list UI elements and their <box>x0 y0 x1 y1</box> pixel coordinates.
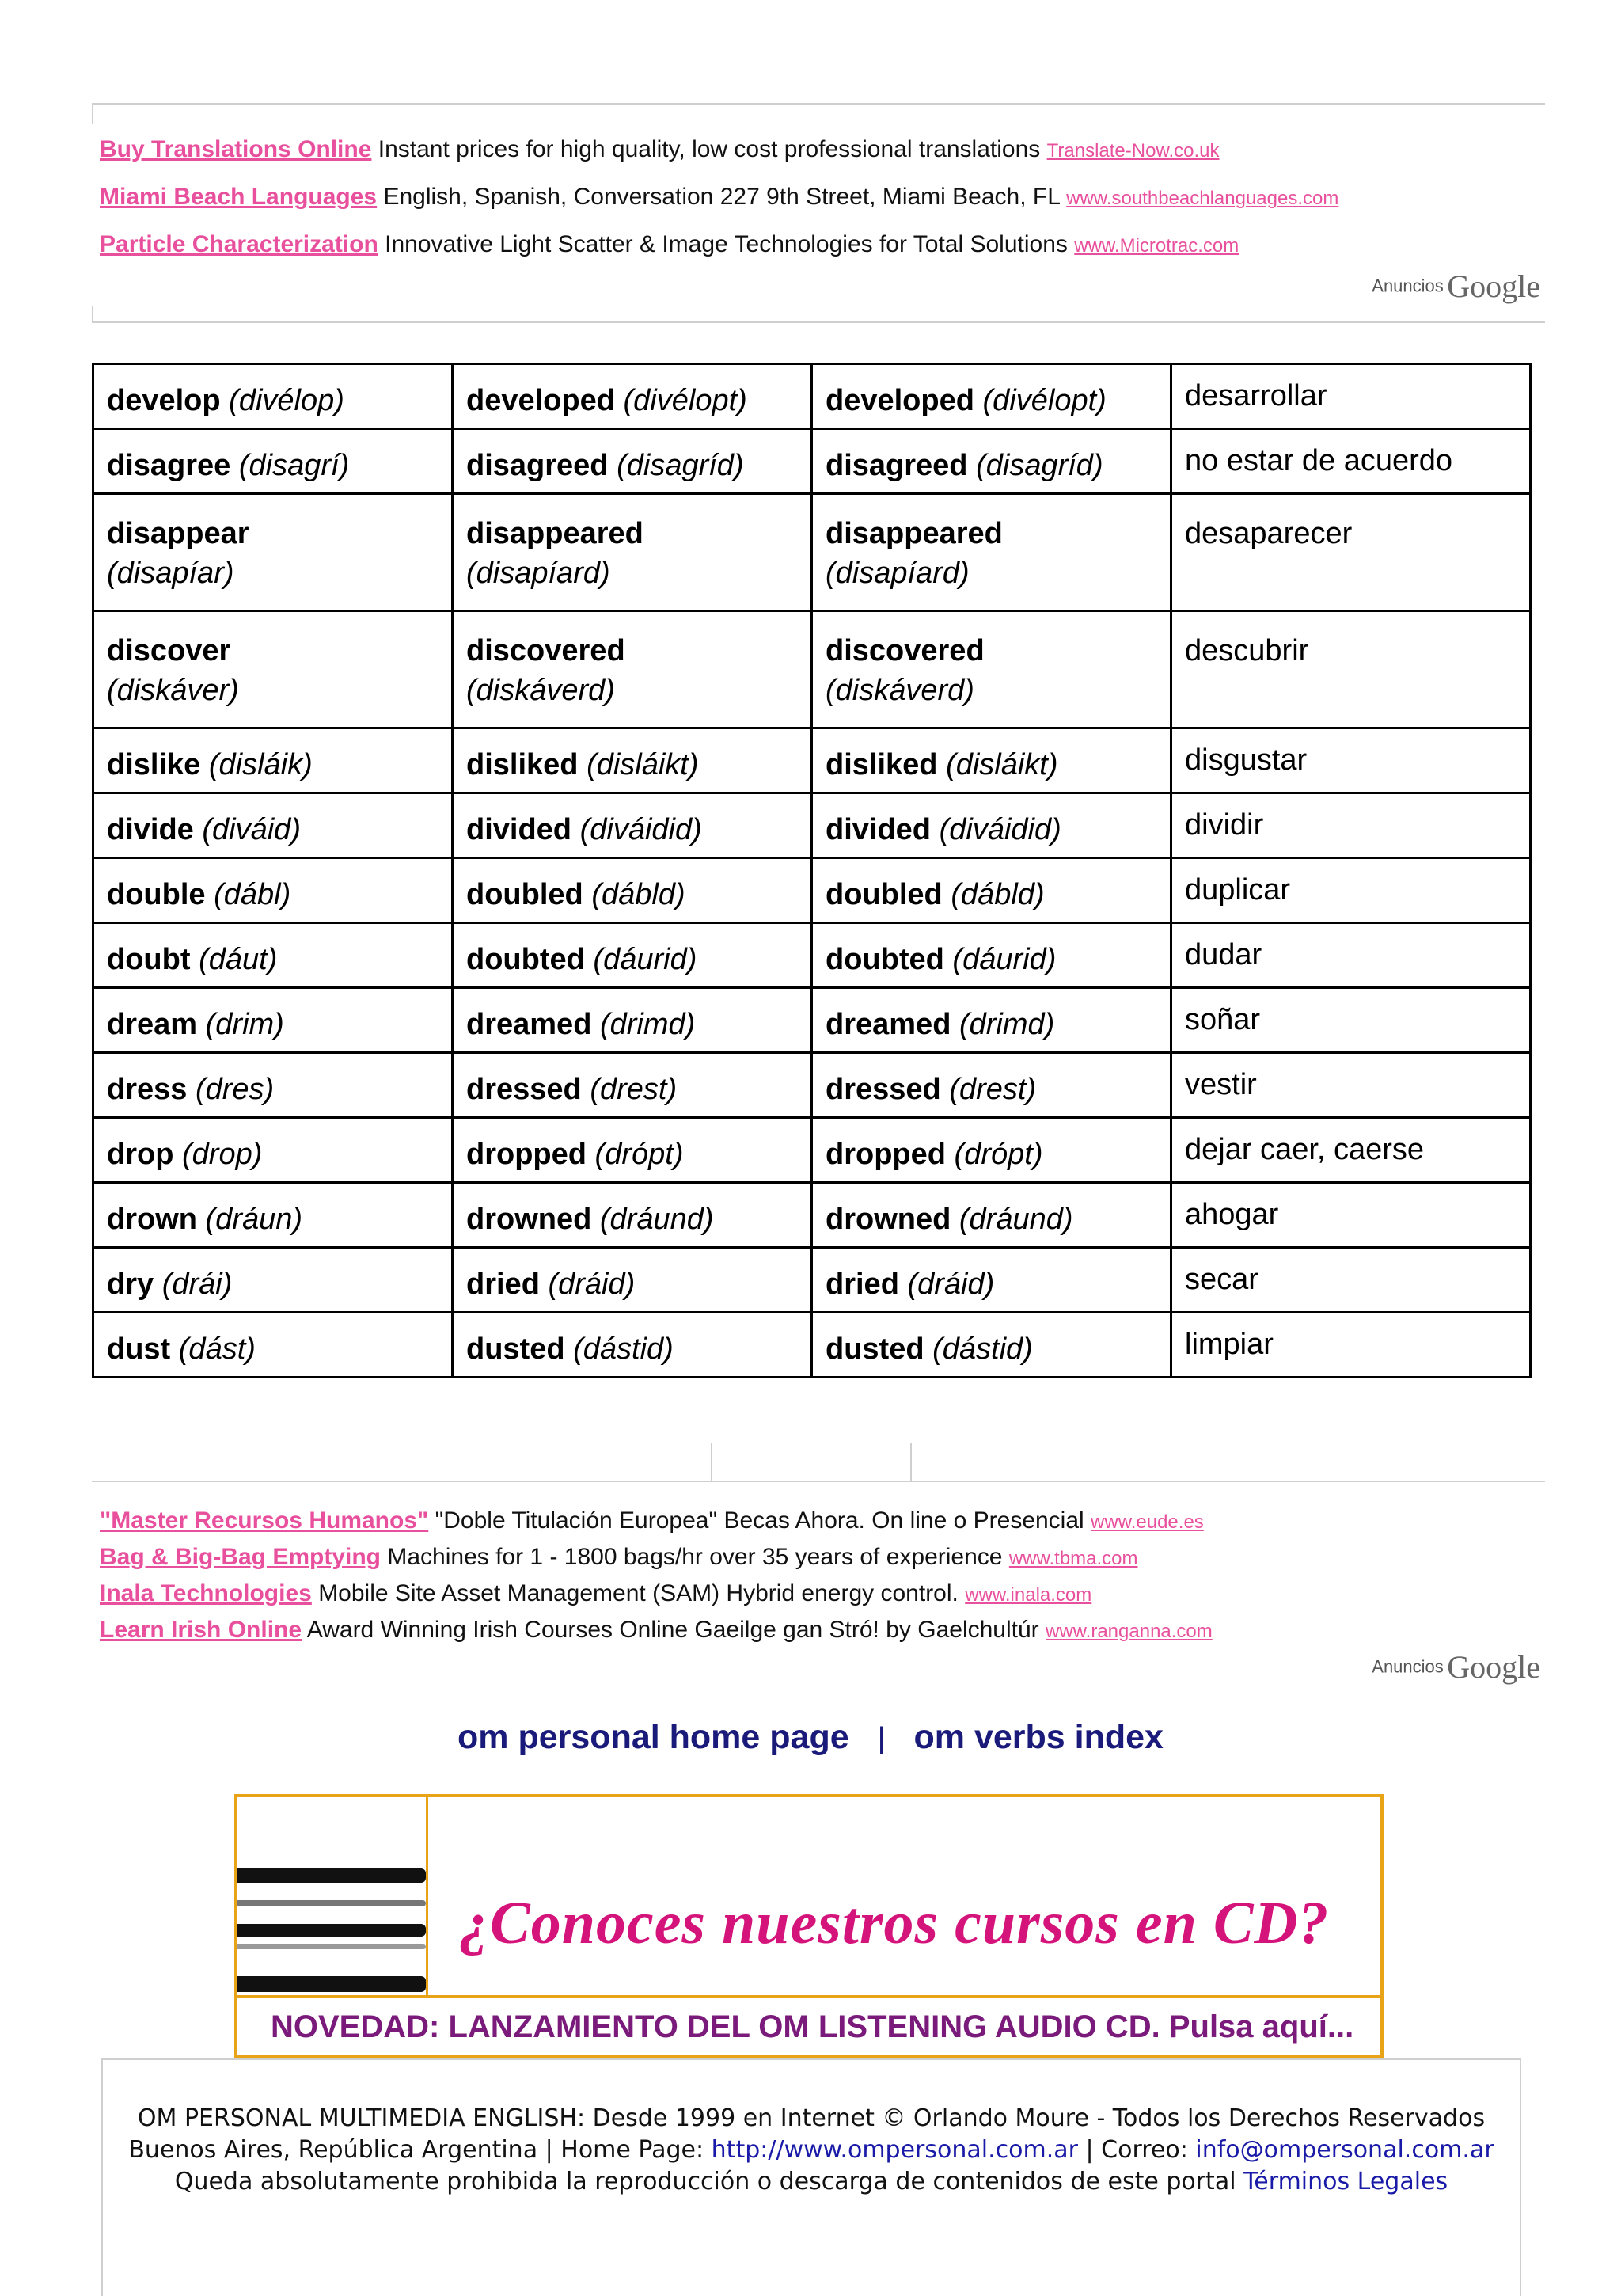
participle-form-pronunciation: (dráund) <box>959 1203 1073 1236</box>
verb-row <box>93 1053 1531 1118</box>
ad-url-link[interactable]: www.ranganna.com <box>1046 1621 1213 1642</box>
past-form-word: developed <box>466 384 615 417</box>
spanish-translation-cell: disgustar <box>1171 728 1531 793</box>
base-form-cell <box>93 364 453 429</box>
participle-form-word: disappeared <box>826 517 1003 550</box>
ad-description: Innovative Light Scatter & Image Technologies for Total Solutions <box>385 231 1068 257</box>
spanish-translation-cell: dividir <box>1171 793 1531 858</box>
spanish-translation-cell: dudar <box>1171 923 1531 988</box>
legal-text: Queda absolutamente prohibida la reproducción o descarga de contenidos de este portal <box>174 2168 1244 2195</box>
ad-item <box>100 231 1239 258</box>
ad-title-link[interactable]: Buy Translations Online <box>100 136 372 162</box>
participle-form-pronunciation: (drest) <box>949 1073 1037 1106</box>
cd-stripe <box>237 1868 426 1883</box>
verb-row <box>93 1313 1531 1378</box>
past-form-pronunciation: (dáurid) <box>593 943 697 976</box>
ad-title-link[interactable]: Inala Technologies <box>100 1580 312 1606</box>
base-form-cell <box>93 429 453 494</box>
past-form-word: dusted <box>466 1332 565 1366</box>
participle-form-cell <box>812 1053 1171 1118</box>
past-form-pronunciation: (dástid) <box>573 1332 674 1366</box>
participle-form-cell <box>812 728 1171 793</box>
ad-item <box>100 136 1220 163</box>
ads-border <box>92 105 93 124</box>
past-form-cell <box>453 1118 812 1183</box>
past-form-word: doubled <box>466 878 583 911</box>
base-form-pronunciation: (drim) <box>205 1008 284 1041</box>
base-form-word: doubt <box>107 943 191 976</box>
past-form-word: dropped <box>466 1138 587 1171</box>
past-form-cell <box>453 1248 812 1313</box>
participle-form-cell <box>812 429 1171 494</box>
home-url-link[interactable]: http://www.ompersonal.com.ar <box>711 2136 1078 2164</box>
participle-form-word: doubled <box>826 878 943 911</box>
terms-link[interactable]: Términos Legales <box>1243 2168 1448 2195</box>
past-form-pronunciation: (disapíard) <box>466 557 610 590</box>
past-form-word: divided <box>466 813 572 846</box>
ad-description: Instant prices for high quality, low cost professional translations <box>378 136 1041 162</box>
participle-form-cell <box>812 1313 1171 1378</box>
ad-item <box>100 1544 1138 1571</box>
banner-headline[interactable]: ¿Conoces nuestros cursos en CD? <box>459 1890 1330 1956</box>
past-form-word: drowned <box>466 1203 592 1236</box>
past-form-word: doubted <box>466 943 585 976</box>
past-form-word: dried <box>466 1268 540 1301</box>
base-form-pronunciation: (disapíar) <box>107 557 234 590</box>
ads-border <box>92 306 93 323</box>
base-form-pronunciation: (drái) <box>161 1268 233 1301</box>
page-footer <box>101 2058 1521 2296</box>
past-form-word: dressed <box>466 1073 582 1106</box>
verb-row <box>93 793 1531 858</box>
copyright-line: OM PERSONAL MULTIMEDIA ENGLISH: Desde 1999 en Internet © Orlando Moure - Todos los Derechos Reservados <box>137 2104 1486 2132</box>
participle-form-cell <box>812 858 1171 923</box>
base-form-pronunciation: (disláik) <box>208 748 313 781</box>
participle-form-cell <box>812 364 1171 429</box>
past-form-pronunciation: (drimd) <box>599 1008 696 1041</box>
participle-form-pronunciation: (dráid) <box>907 1268 995 1301</box>
base-form-word: double <box>107 878 206 911</box>
past-form-cell <box>453 1313 812 1378</box>
spanish-translation-cell: dejar caer, caerse <box>1171 1118 1531 1183</box>
base-form-cell <box>93 1313 453 1378</box>
base-form-pronunciation: (dráun) <box>205 1203 303 1236</box>
base-form-word: disagree <box>107 449 231 482</box>
verb-row <box>93 728 1531 793</box>
base-form-word: develop <box>107 384 221 417</box>
ad-url-link[interactable]: www.eude.es <box>1091 1511 1204 1533</box>
ad-url-link[interactable]: www.southbeachlanguages.com <box>1066 188 1339 209</box>
participle-form-cell <box>812 988 1171 1053</box>
past-form-word: disliked <box>466 748 579 781</box>
base-form-word: dream <box>107 1008 198 1041</box>
cd-stripe <box>237 1900 426 1906</box>
participle-form-pronunciation: (disláikt) <box>946 748 1058 781</box>
participle-form-word: dressed <box>826 1073 941 1106</box>
participle-form-word: doubted <box>826 943 944 976</box>
base-form-cell <box>93 728 453 793</box>
ad-title-link[interactable]: Particle Characterization <box>100 231 378 257</box>
participle-form-pronunciation: (drópt) <box>954 1138 1043 1171</box>
participle-form-word: dreamed <box>826 1008 951 1041</box>
divider <box>910 1443 912 1481</box>
ad-description: English, Spanish, Conversation 227 9th Street, Miami Beach, FL <box>383 184 1060 210</box>
legal-line <box>103 2168 1520 2195</box>
ad-description: "Doble Titulación Europea" Becas Ahora. On line o Presencial <box>435 1507 1084 1534</box>
verb-row <box>93 364 1531 429</box>
location-text: Buenos Aires, República Argentina | Home Page: <box>128 2136 712 2164</box>
past-form-pronunciation: (dráid) <box>548 1268 636 1301</box>
base-form-pronunciation: (divélop) <box>229 384 344 417</box>
participle-form-pronunciation: (diváidid) <box>939 813 1061 846</box>
participle-form-pronunciation: (dábld) <box>951 878 1045 911</box>
base-form-word: divide <box>107 813 194 846</box>
base-form-cell <box>93 1248 453 1313</box>
novedad-link[interactable]: NOVEDAD: LANZAMIENTO DEL OM LISTENING AUDIO CD. Pulsa aquí... <box>271 2009 1354 2044</box>
base-form-word: dislike <box>107 748 201 781</box>
participle-form-word: developed <box>826 384 974 417</box>
base-form-pronunciation: (diskáver) <box>107 674 239 707</box>
email-link[interactable]: info@ompersonal.com.ar <box>1195 2136 1494 2164</box>
verb-row <box>93 1183 1531 1248</box>
past-form-pronunciation: (diváidid) <box>579 813 702 846</box>
base-form-pronunciation: (drop) <box>182 1138 263 1171</box>
past-form-pronunciation: (dráund) <box>599 1203 714 1236</box>
verb-row <box>93 429 1531 494</box>
participle-form-word: divided <box>826 813 932 846</box>
ad-title-link[interactable]: Learn Irish Online <box>100 1617 302 1643</box>
cd-stripe <box>237 1924 426 1937</box>
spanish-translation-cell: limpiar <box>1171 1313 1531 1378</box>
participle-form-pronunciation: (dáurid) <box>952 943 1057 976</box>
verb-row <box>93 494 1531 611</box>
verbs-table <box>92 363 1532 1378</box>
verb-row <box>93 1118 1531 1183</box>
base-form-cell <box>93 1183 453 1248</box>
past-form-pronunciation: (diskáverd) <box>466 674 615 707</box>
cd-image <box>237 1797 428 1995</box>
verb-row <box>93 611 1531 728</box>
past-form-word: discovered <box>466 634 625 667</box>
participle-form-word: disagreed <box>826 449 968 482</box>
ads-border <box>92 321 1545 323</box>
base-form-pronunciation: (dres) <box>195 1073 275 1106</box>
past-form-cell <box>453 988 812 1053</box>
participle-form-cell <box>812 793 1171 858</box>
past-form-word: disappeared <box>466 517 643 550</box>
verb-row <box>93 923 1531 988</box>
base-form-word: drown <box>107 1203 197 1236</box>
verb-row <box>93 858 1531 923</box>
ads-label: Anuncios <box>1372 1656 1444 1677</box>
ad-url-link[interactable]: www.tbma.com <box>1008 1548 1138 1569</box>
past-form-word: dreamed <box>466 1008 592 1041</box>
email-label: | Correo: <box>1077 2136 1196 2164</box>
contact-line <box>103 2136 1520 2164</box>
spanish-translation-cell: ahogar <box>1171 1183 1531 1248</box>
ad-item <box>100 1507 1204 1534</box>
ad-url-link[interactable]: www.inala.com <box>965 1584 1092 1606</box>
past-form-cell <box>453 494 812 611</box>
verbs-index-link[interactable]: om verbs index <box>913 1718 1164 1756</box>
nav-separator: | <box>877 1722 886 1755</box>
participle-form-pronunciation: (diskáverd) <box>826 674 974 707</box>
site-nav <box>0 1718 1621 1757</box>
past-form-pronunciation: (divélopt) <box>623 384 747 417</box>
past-form-cell <box>453 923 812 988</box>
ads-by-google[interactable] <box>1372 268 1540 305</box>
participle-form-pronunciation: (divélopt) <box>982 384 1107 417</box>
ad-item <box>100 1580 1091 1607</box>
participle-form-cell <box>812 1118 1171 1183</box>
participle-form-pronunciation: (disapíard) <box>826 557 970 590</box>
base-form-cell <box>93 611 453 728</box>
base-form-cell <box>93 793 453 858</box>
past-form-pronunciation: (disláikt) <box>587 748 699 781</box>
ads-by-google[interactable] <box>1372 1648 1540 1686</box>
spanish-translation-cell: no estar de acuerdo <box>1171 429 1531 494</box>
top-ads-block <box>92 103 1545 323</box>
base-form-cell <box>93 494 453 611</box>
participle-form-pronunciation: (dástid) <box>932 1332 1033 1366</box>
spanish-translation-cell: soñar <box>1171 988 1531 1053</box>
cd-stripe <box>237 1976 426 1992</box>
base-form-word: dust <box>107 1332 171 1366</box>
base-form-pronunciation: (dábl) <box>214 878 291 911</box>
participle-form-word: dropped <box>826 1138 946 1171</box>
participle-form-word: dusted <box>826 1332 924 1366</box>
participle-form-cell <box>812 494 1171 611</box>
past-form-word: disagreed <box>466 449 609 482</box>
base-form-word: disappear <box>107 517 249 550</box>
base-form-cell <box>93 1118 453 1183</box>
google-logo: Google <box>1447 268 1540 304</box>
participle-form-word: drowned <box>826 1203 951 1236</box>
ad-description: Mobile Site Asset Management (SAM) Hybrid energy control. <box>318 1580 959 1606</box>
base-form-pronunciation: (dást) <box>178 1332 256 1366</box>
base-form-word: dress <box>107 1073 188 1106</box>
past-form-cell <box>453 728 812 793</box>
base-form-word: discover <box>107 634 231 667</box>
ad-item <box>100 1617 1213 1644</box>
base-form-cell <box>93 923 453 988</box>
cd-stripe <box>237 1944 426 1949</box>
participle-form-word: discovered <box>826 634 985 667</box>
participle-form-word: dried <box>826 1268 899 1301</box>
past-form-pronunciation: (drest) <box>590 1073 678 1106</box>
ad-description: Machines for 1 - 1800 bags/hr over 35 years of experience <box>387 1544 1003 1570</box>
participle-form-cell <box>812 1248 1171 1313</box>
past-form-pronunciation: (disagríd) <box>617 449 744 482</box>
ad-title-link[interactable]: Miami Beach Languages <box>100 184 378 210</box>
ad-description: Award Winning Irish Courses Online Gaeilge gan Stró! by Gaelchultúr <box>306 1617 1039 1643</box>
ad-title-link[interactable]: Bag & Big-Bag Emptying <box>100 1544 382 1570</box>
base-form-word: dry <box>107 1268 154 1301</box>
past-form-pronunciation: (drópt) <box>594 1138 684 1171</box>
participle-form-cell <box>812 1183 1171 1248</box>
base-form-pronunciation: (diváid) <box>202 813 301 846</box>
spanish-translation-cell: descubrir <box>1171 611 1531 728</box>
past-form-pronunciation: (dábld) <box>591 878 685 911</box>
participle-form-pronunciation: (drimd) <box>959 1008 1055 1041</box>
participle-form-pronunciation: (disagríd) <box>976 449 1103 482</box>
banner-divider <box>237 1995 1380 1998</box>
google-logo: Google <box>1447 1649 1540 1685</box>
home-page-link[interactable]: om personal home page <box>457 1718 849 1756</box>
spanish-translation-cell: secar <box>1171 1248 1531 1313</box>
verb-row <box>93 988 1531 1053</box>
past-form-cell <box>453 1053 812 1118</box>
ad-title-link[interactable]: "Master Recursos Humanos" <box>100 1507 429 1534</box>
base-form-pronunciation: (disagrí) <box>238 449 350 482</box>
spanish-translation-cell: vestir <box>1171 1053 1531 1118</box>
spanish-translation-cell: desaparecer <box>1171 494 1531 611</box>
verb-row <box>93 1248 1531 1313</box>
ad-item <box>100 184 1338 211</box>
base-form-cell <box>93 1053 453 1118</box>
past-form-cell <box>453 429 812 494</box>
ad-url-link[interactable]: Translate-Now.co.uk <box>1046 140 1220 162</box>
spanish-translation-cell: duplicar <box>1171 858 1531 923</box>
participle-form-cell <box>812 923 1171 988</box>
past-form-cell <box>453 611 812 728</box>
bottom-ads-block <box>92 1481 1545 1685</box>
base-form-pronunciation: (dáut) <box>199 943 278 976</box>
ad-url-link[interactable]: www.Microtrac.com <box>1074 235 1239 257</box>
past-form-cell <box>453 858 812 923</box>
past-form-cell <box>453 793 812 858</box>
base-form-cell <box>93 988 453 1053</box>
participle-form-word: disliked <box>826 748 938 781</box>
past-form-cell <box>453 1183 812 1248</box>
cd-courses-banner[interactable] <box>234 1794 1384 2058</box>
spanish-translation-cell: desarrollar <box>1171 364 1531 429</box>
ads-label: Anuncios <box>1372 276 1444 296</box>
participle-form-cell <box>812 611 1171 728</box>
past-form-cell <box>453 364 812 429</box>
base-form-cell <box>93 858 453 923</box>
base-form-word: drop <box>107 1138 174 1171</box>
divider <box>711 1443 712 1481</box>
